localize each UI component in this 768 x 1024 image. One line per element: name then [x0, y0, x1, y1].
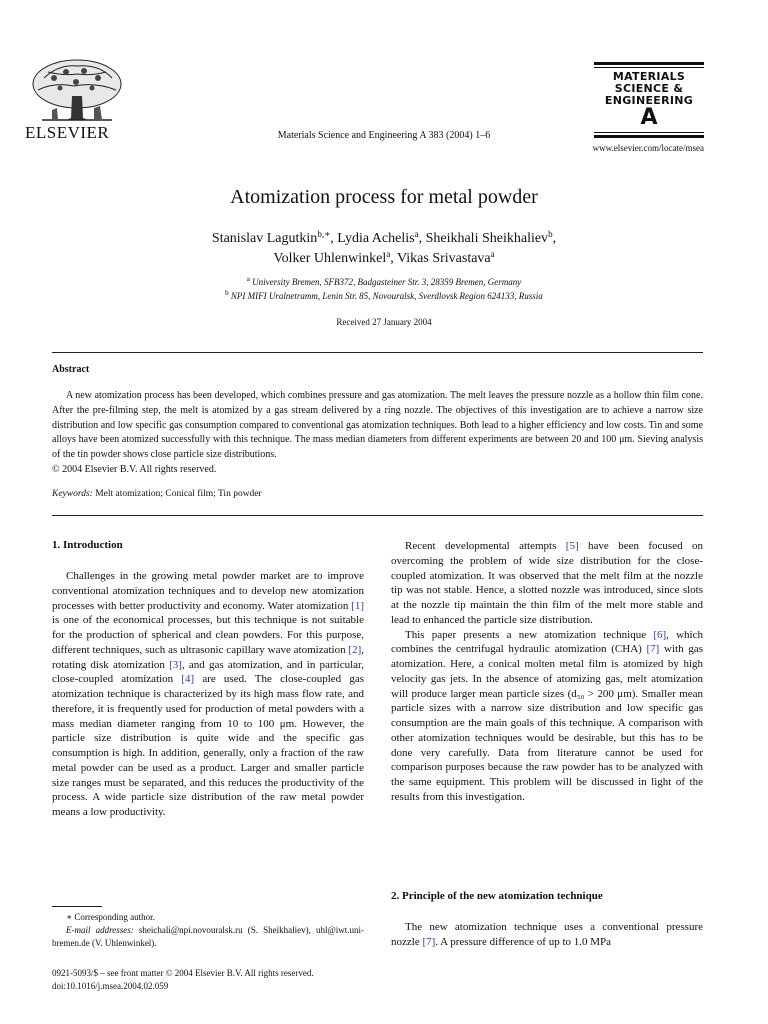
abstract-heading: Abstract [52, 364, 90, 375]
abstract-copyright: © 2004 Elsevier B.V. All rights reserved. [52, 463, 217, 475]
received-date: Received 27 January 2004 [336, 317, 432, 327]
paragraph-text: Recent developmental attempts [405, 540, 566, 552]
section-2-heading: 2. Principle of the new atomization technique [391, 890, 603, 902]
author-affiliation-mark: b,∗ [317, 229, 331, 239]
citation-link[interactable]: [7] [646, 643, 660, 656]
intro-paragraph-3 [391, 628, 703, 805]
author-affiliation-mark: a [414, 229, 419, 239]
journal-citation: Materials Science and Engineering A 383 (2004) 1–6 [277, 130, 491, 141]
author-affiliation-mark: b [548, 229, 553, 239]
journal-logo-letter: A [640, 105, 658, 130]
intro-paragraph-1 [52, 569, 364, 820]
authors-line-1 [0, 229, 768, 249]
top-rule [52, 352, 703, 353]
paragraph-text: Challenges in the growing metal powder market are to improve conventional atomization techniques and to develop new atomization processes with better productivity and economy. Water atomization [52, 570, 364, 612]
journal-logo-line-1: MATERIALS [612, 70, 686, 83]
intro-paragraph-1-text [52, 569, 364, 820]
author-affiliation-mark: a [386, 249, 391, 259]
journal-logo [594, 62, 704, 140]
intro-paragraph-2 [391, 539, 703, 628]
author-name: Lydia Achelis [337, 231, 415, 246]
authors-line-2 [0, 249, 768, 269]
author-name: Vikas Srivastava [397, 251, 491, 266]
citation-link[interactable]: [7] [422, 935, 436, 948]
citation-link[interactable]: [6] [653, 628, 667, 641]
paragraph-text: , which combines the centrifugal hydraulic atomization (CHA) [391, 628, 703, 656]
paper-title: Atomization process for metal powder [230, 186, 538, 208]
section-2-paragraph-1 [391, 920, 703, 950]
journal-logo-line-3: ENGINEERING [604, 94, 694, 107]
footnote-rule [52, 906, 102, 907]
publisher-name: ELSEVIER [25, 123, 110, 142]
paragraph-text: , and gas atomization, and in particular, close-coupled atomization [52, 658, 364, 686]
author-affiliation-mark: a [490, 249, 495, 259]
affiliation-a: $^a$ University Bremen, SFB372, Badgasteiner Str. 3, 28359 Bremen, Germany [246, 275, 522, 287]
email-addresses: E-mail addresses: sheichali@npi.novouralsk.ru (S. Sheikhaliev), uhl@iwt.uni-bremen.de (V. Uhlenwinkel). [52, 925, 364, 948]
paragraph-text: , rotating disk atomization [52, 643, 364, 671]
footnote [52, 911, 364, 950]
author-separator: , [552, 231, 557, 246]
paragraph-text: The new atomization technique uses a conventional pressure nozzle [391, 921, 703, 948]
journal-url[interactable]: www.elsevier.com/locate/msea [592, 143, 704, 153]
citation-link[interactable]: [1] [351, 599, 364, 612]
author-name: Volker Uhlenwinkel [273, 251, 387, 266]
citation-link[interactable]: [3] [169, 658, 182, 671]
journal-logo-line-2: SCIENCE & [614, 82, 684, 95]
paragraph-text: have been focused on overcoming the problem of wide size distribution for the close-coupled atomization. It was observed that the melt film at the nozzle tip was not stable. Hence, a slotted nozzle was introduced, since slots at the nozzle tip maintain the thin film of the melt more stable and lead to enhanced the particle size distribution. [391, 540, 703, 626]
mid-rule [52, 515, 703, 516]
author-separator: , [330, 231, 338, 246]
doi-text[interactable]: doi:10.1016/j.msea.2004.02.059 [52, 981, 169, 991]
paragraph-text: is one of the economical processes, but this technique is not suitable for the production of spherical and clean powders. For this purpose, different techniques, such as ultrasonic capillary wave atomization [52, 614, 364, 656]
citation-link[interactable]: [5] [565, 540, 579, 552]
citation-link[interactable]: [4] [181, 673, 195, 686]
author-separator: , [390, 251, 397, 266]
corresponding-author-note: ∗ Corresponding author. [66, 912, 155, 922]
keywords: Keywords: Melt atomization; Conical film; Tin powder [52, 489, 262, 499]
paragraph-text: This paper presents a new atomization technique [405, 628, 654, 641]
author-name: Stanislav Lagutkin [211, 231, 318, 246]
abstract-body: A new atomization process has been developed, which combines pressure and gas atomization. The melt leaves the pressure nozzle as a hollow thin film cone. After the pre-filming step, the melt is atomized by a gas stream delivered by a ring nozzle. The objectives of this investigation are to achieve a narrow size distribution and low specific gas consumption compared to conventional gas atomization techniques. Both lead to a higher efficiency and low costs. Tin and some alloys have been atomized successfully with this technique. The mass median diameters from different experiments are between 20 and 100 μm. Sieving analysis of the tin powder shows close particle size distributions. © 2004 Elsevier B.V. All rights reserved. [52, 390, 703, 475]
affiliation-b: $^b$ NPI MIFI Uralnetramm, Lenin Str. 85, Novouralsk, Sverdlovsk Region 624133, Russia [225, 289, 543, 301]
issn-text: 0921-5093/$ – see front matter © 2004 Elsevier B.V. All rights reserved. [52, 968, 314, 978]
section-2-body [391, 920, 703, 950]
paragraph-text: . A pressure difference of up to 1.0 MPa [435, 935, 612, 948]
section-1-heading: 1. Introduction [52, 539, 123, 551]
intro-right-column [391, 539, 703, 805]
author-name: Sheikhali Sheikhaliev [425, 231, 549, 246]
issn-line [52, 967, 412, 993]
author-separator: , [418, 231, 426, 246]
paragraph-text: are used. The close-coupled gas atomization technique is characterized by its high mass flow rate, and therefore, it is frequently used for production of metal powders with a mass median diameter ranging from 10 to 100 μm. However, the particle size distribution is quite wide and the specific gas consumption is high. In addition, generally, only a fraction of the raw metal powder can be used as a product. Larger and smaller particle size ranges must be separated, and this reduces the productivity of the process. A wide particle size distribution of the raw metal powder means a low productivity. [52, 673, 364, 818]
citation-link[interactable]: [2] [348, 643, 362, 656]
paragraph-text: with gas atomization. Here, a conical molten metal film is atomized by high velocity gas jets. In the absence of atomizing gas, melt atomization will produce larger mean particle sizes (d₅₀ > 200 μm). Smaller mean particle sizes with a narrow size distribution and low specific gas consumption are the main goals of this technique. A comparison with other atomization techniques would be desirable, but this has to be done very carefully. Data from literature cannot be used for comparison purposes because the raw powder has to be analyzed with the same equipment. This problem will be discussed in light of the results from this investigation. [391, 643, 703, 803]
